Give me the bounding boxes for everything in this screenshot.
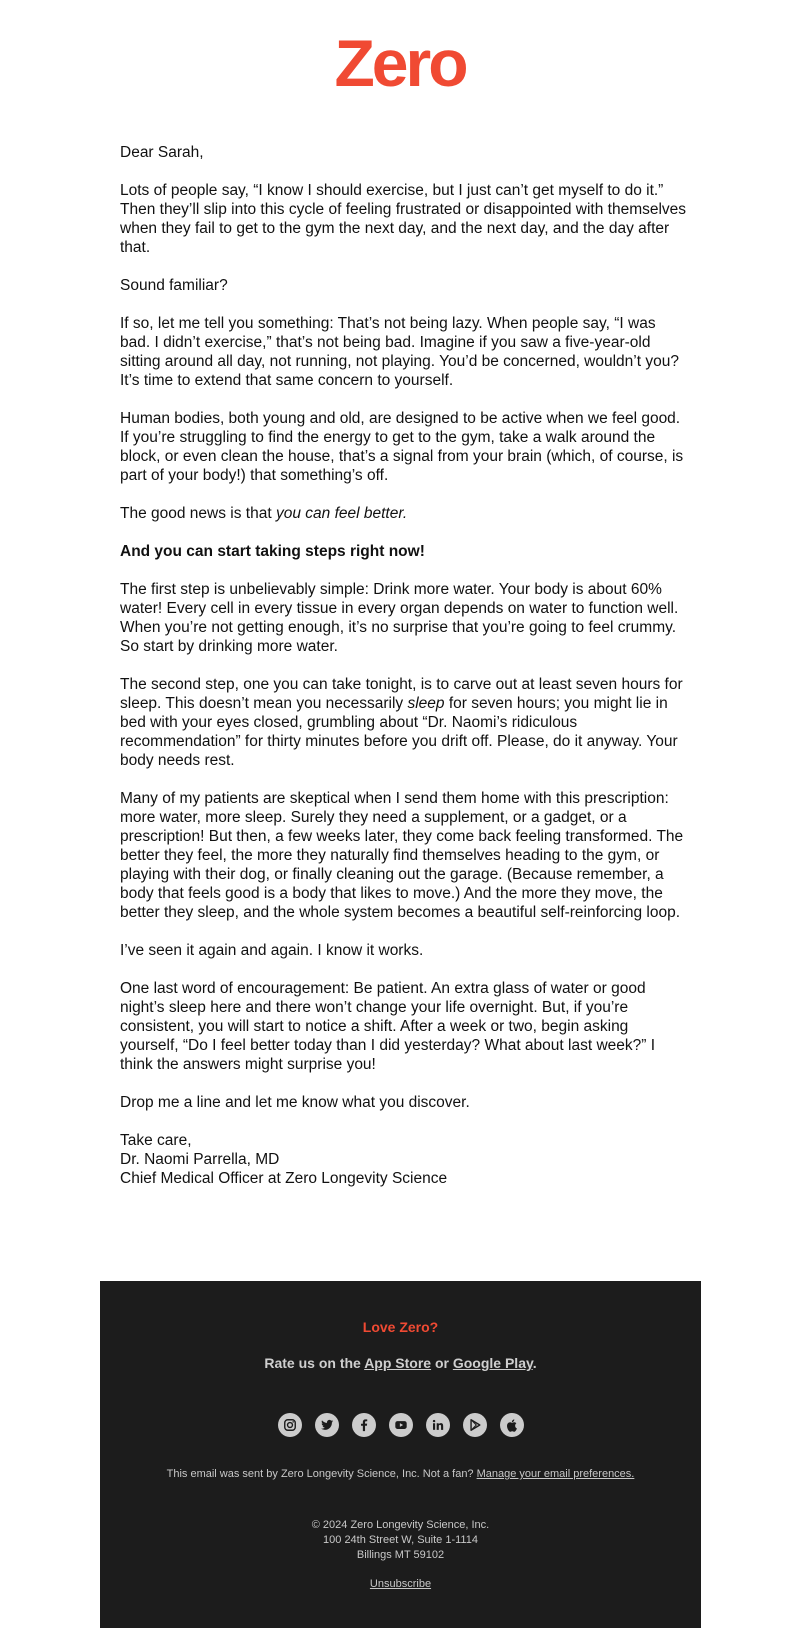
bold-paragraph: And you can start taking steps right now! [120,543,425,560]
paragraph-text: The good news is that [120,505,276,522]
paragraph: Sound familiar? [120,277,228,294]
paragraph: Many of my patients are skeptical when I send them home with this prescription: more water, more sleep. Surely they need a supplement, or a gadget, or a prescription! But then, a few weeks later, they come back feeling transformed. The better they feel, the more they naturally find themselves heading to the gym, or playing with their dog, or finally cleaning out the garage. (Because remember, a body that feels good is a body that likes to move.) And the more they move, the better they sleep, and the whole system becomes a beautiful self-reinforcing loop. [120,790,684,921]
paragraph: I’ve seen it again and again. I know it works. [120,942,424,959]
greeting: Dear Sarah, [120,144,204,161]
linkedin-icon[interactable] [426,1413,450,1437]
signature-name: Dr. Naomi Parrella, MD [120,1151,280,1168]
instagram-icon[interactable] [278,1413,302,1437]
paragraph: The first step is unbelievably simple: Drink more water. Your body is about 60% water! Every cell in every tissue in every organ depends on water to function well. When you’re not getting enough, it’s no surprise that you’re going to feel crummy. So start by drinking more water. [120,581,679,655]
paragraph: If so, let me tell you something: That’s not being lazy. When people say, “I was bad. I didn’t exercise,” that’s not being bad. Imagine if you saw a five-year-old sitting around all day, not running, not playing. You’d be concerned, wouldn’t you? It’s time to extend that same concern to yourself. [120,315,679,389]
unsubscribe-link[interactable]: Unsubscribe [369,1578,432,1590]
emphasis-text: you can feel better. [275,505,408,522]
sent-text: This email was sent by Zero Longevity Science, Inc. Not a fan? [166,1468,477,1480]
twitter-icon[interactable] [315,1413,339,1437]
manage-preferences-link[interactable]: Manage your email preferences. [476,1468,635,1480]
facebook-icon[interactable] [352,1413,376,1437]
rate-us-line [100,1355,701,1371]
signoff: Take care, [120,1132,192,1149]
apple-icon[interactable] [500,1413,524,1437]
paragraph: Drop me a line and let me know what you discover. [120,1094,470,1111]
sent-by-notice [100,1468,701,1480]
paragraph [120,504,688,523]
email-footer [100,1281,701,1628]
signature-title: Chief Medical Officer at Zero Longevity Science [120,1170,448,1187]
love-zero-heading: Love Zero? [362,1319,439,1335]
paragraph [120,675,688,770]
google-play-icon[interactable] [463,1413,487,1437]
company-address [100,1518,701,1563]
app-store-link[interactable]: App Store [364,1355,432,1371]
unsubscribe-row [100,1578,701,1590]
paragraph: One last word of encouragement: Be patient. An extra glass of water or good night’s sleep here and there won’t change your life overnight. But, if you’re consistent, you will start to notice a shift. After a week or two, begin asking yourself, “Do I feel better today than I did yesterday? What about last week?” I think the answers might surprise you! [120,980,656,1073]
paragraph: Lots of people say, “I know I should exercise, but I just can’t get myself to do it.” Then they’ll slip into this cycle of feeling frustrated or disappointed with themselves when they fail to get to the gym the next day, and the next day, and the day after that. [120,182,687,256]
emphasis-text: sleep [407,695,445,712]
paragraph-text: The second step, one you can take tonight, is to carve out at least seven hours for sleep. This doesn’t mean you necessarily [120,676,683,712]
signature [120,1131,688,1188]
paragraph-text: for seven hours; you might lie in bed with your eyes closed, grumbling about “Dr. Naomi’s ridiculous recommendation” for thirty minutes before you drift off. Please, do it anyway. Your body needs rest. [120,695,678,769]
google-play-link[interactable]: Google Play [452,1355,533,1371]
rate-or: or [431,1355,453,1371]
youtube-icon[interactable] [389,1413,413,1437]
street-address: 100 24th Street W, Suite 1-1114 [323,1534,478,1546]
rate-period: . [532,1355,537,1371]
zero-logo[interactable] [0,36,800,97]
paragraph: Human bodies, both young and old, are designed to be active when we feel good. If you’re struggling to find the energy to get to the gym, take a walk around the block, or even clean the house, that’s a signal from your brain (which, of course, is part of your body!) that something’s off. [120,410,684,484]
letter-body [120,143,688,1188]
rate-prefix: Rate us on the [264,1355,365,1371]
svg-text:Zero: Zero [334,36,466,92]
city-address: Billings MT 59102 [356,1549,445,1561]
copyright: © 2024 Zero Longevity Science, Inc. [311,1519,490,1531]
logo-wordmark [324,36,476,92]
social-links [100,1413,701,1437]
